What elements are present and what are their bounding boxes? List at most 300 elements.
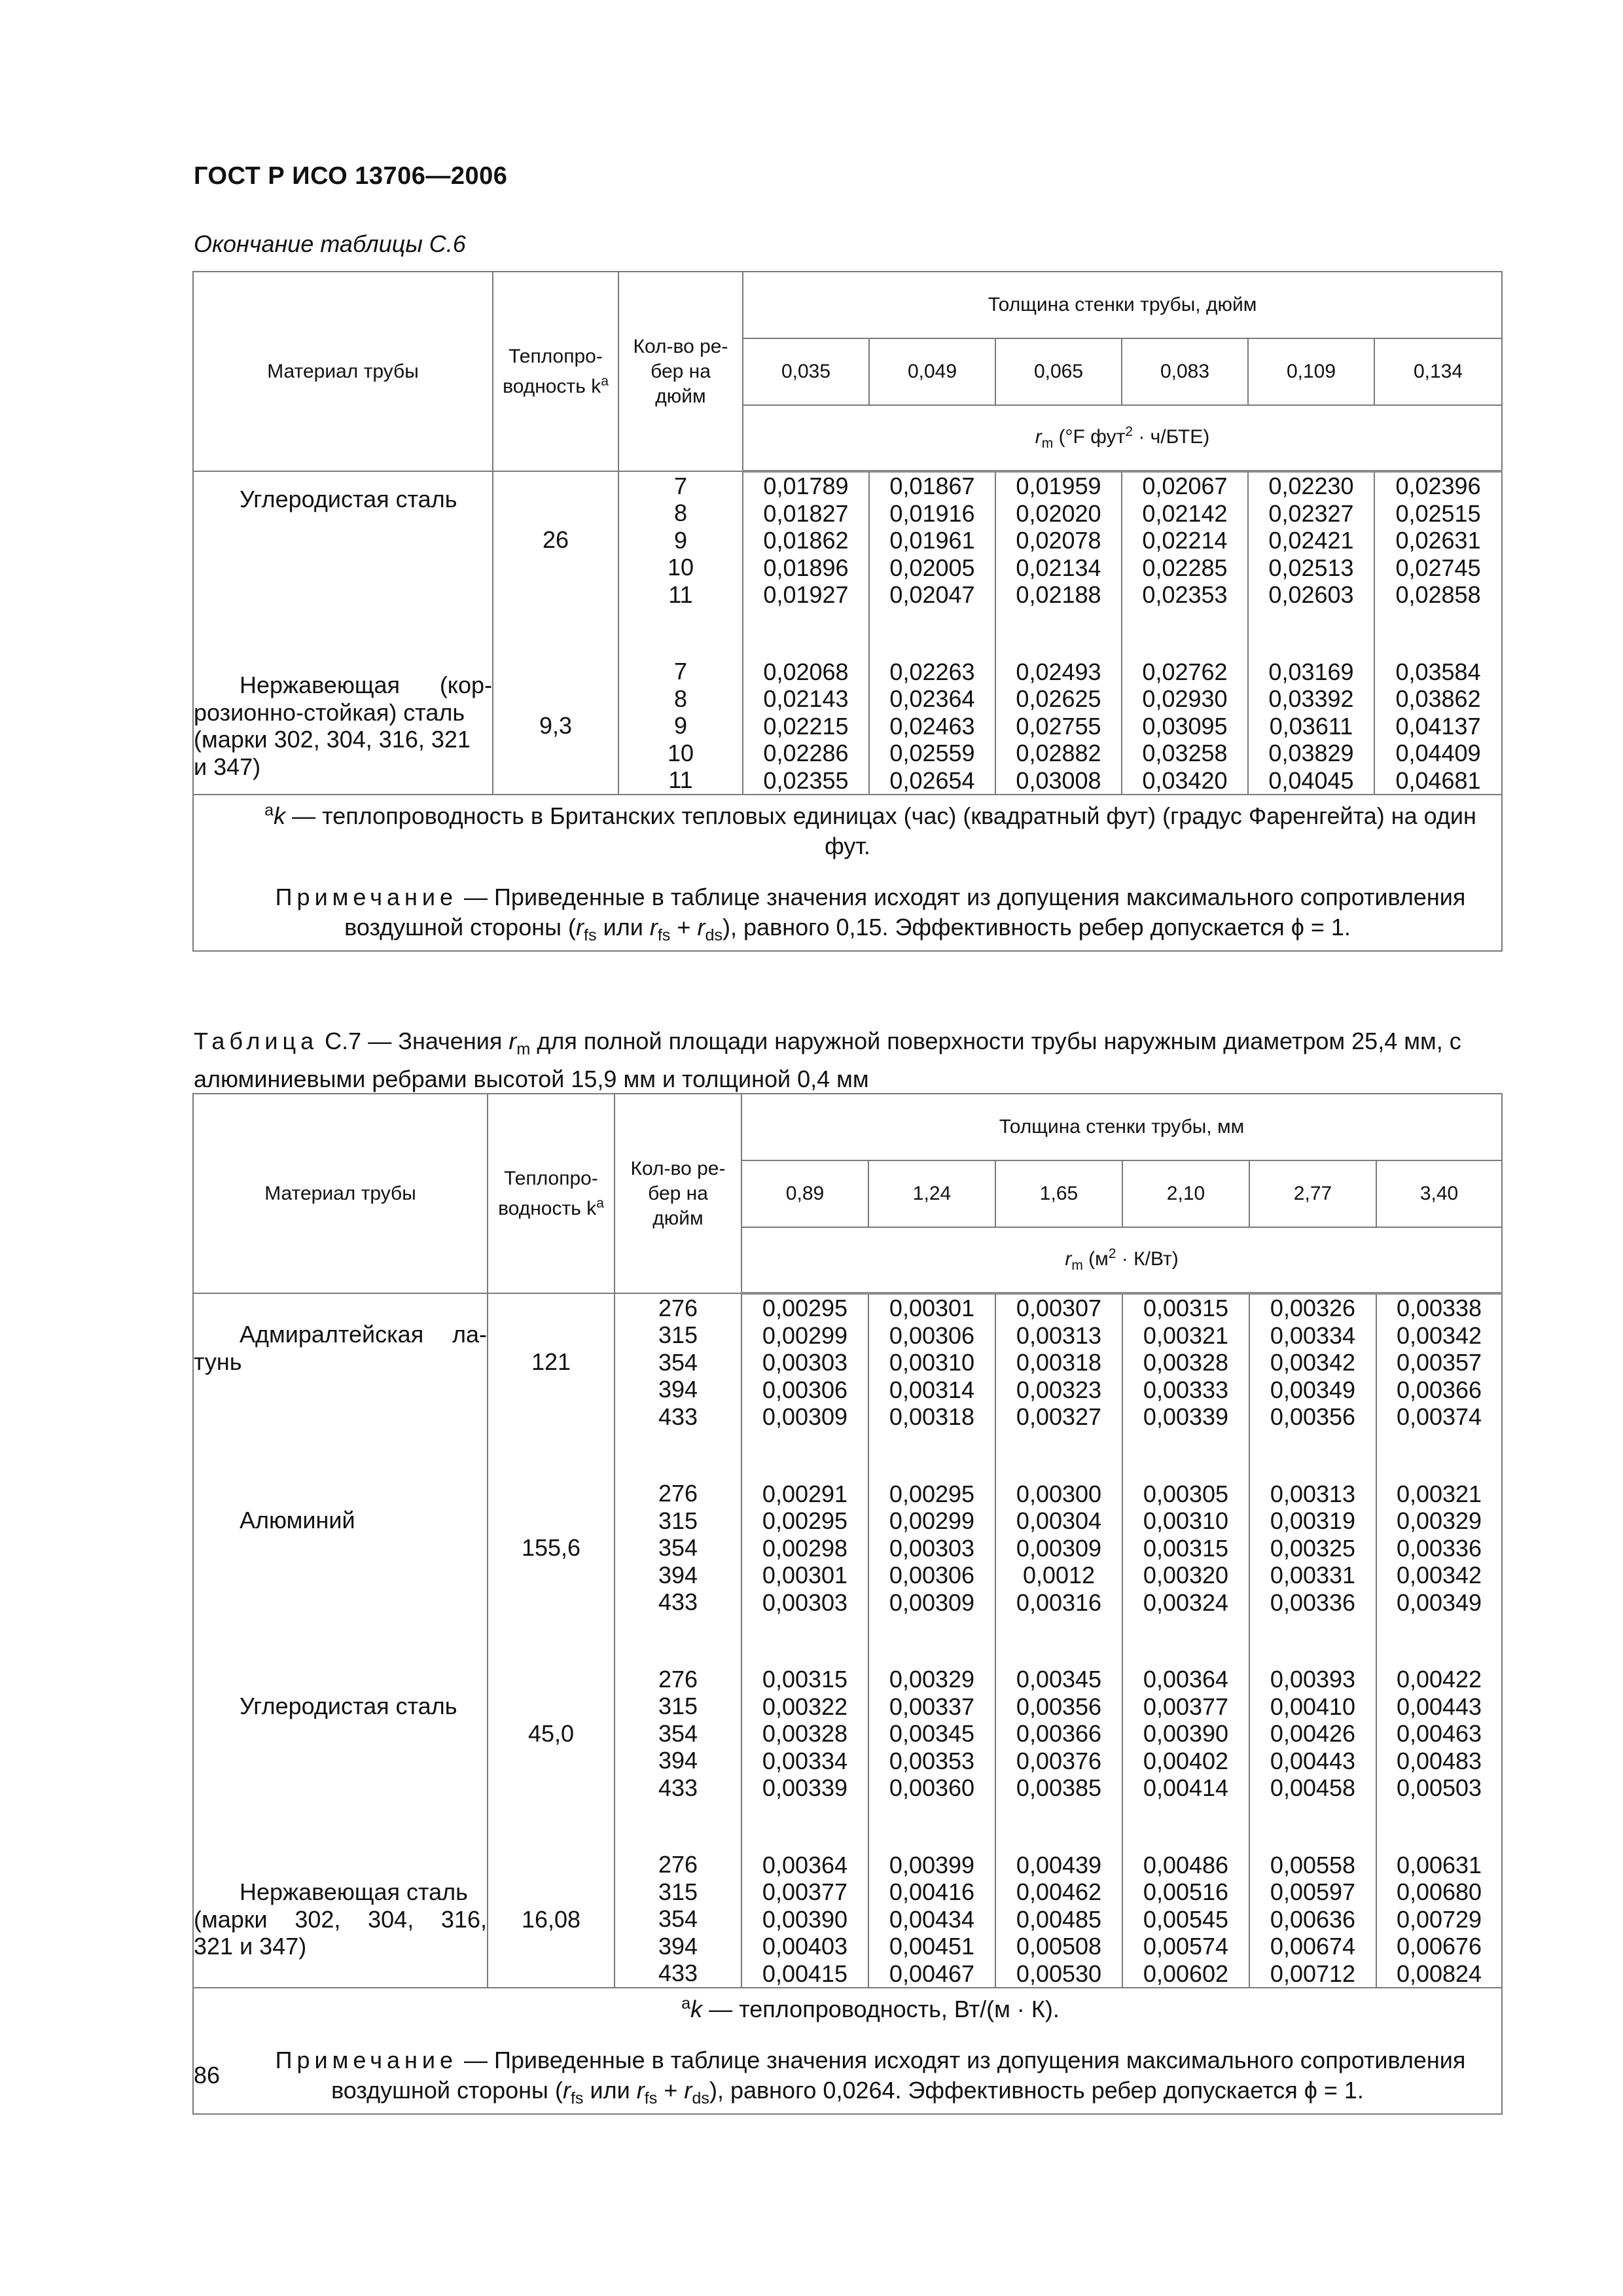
resistance-value: 0,00349 bbox=[1396, 1588, 1482, 1616]
resistance-value: 0,00309 bbox=[889, 1588, 975, 1616]
values-group bbox=[743, 658, 868, 795]
resistance-value: 0,00631 bbox=[1396, 1851, 1482, 1878]
resistance-value: 0,00674 bbox=[1270, 1933, 1356, 1960]
resistance-value: 0,02858 bbox=[1395, 581, 1481, 608]
resistance-value: 0,02067 bbox=[1142, 473, 1228, 499]
resistance-value: 0,00467 bbox=[889, 1960, 975, 1987]
ribs-group bbox=[615, 1480, 741, 1616]
resistance-value: 0,00319 bbox=[1270, 1507, 1356, 1534]
header-thickness: 3,40 bbox=[1376, 1160, 1502, 1227]
resistance-value: 0,00333 bbox=[1143, 1376, 1229, 1403]
resistance-value: 0,00390 bbox=[762, 1905, 848, 1933]
resistance-value: 0,00597 bbox=[1270, 1878, 1356, 1905]
resistance-value: 0,01896 bbox=[763, 554, 849, 581]
resistance-value: 0,02134 bbox=[1016, 554, 1101, 581]
resistance-value: 0,00516 bbox=[1143, 1878, 1229, 1905]
values-group bbox=[1123, 1295, 1249, 1431]
ribs-group bbox=[619, 473, 742, 609]
resistance-value: 0,03584 bbox=[1395, 658, 1481, 685]
resistance-value: 0,00530 bbox=[1016, 1960, 1102, 1987]
header-thickness: 0,109 bbox=[1248, 338, 1374, 405]
resistance-value: 0,02625 bbox=[1016, 685, 1101, 712]
values-group bbox=[996, 1480, 1122, 1617]
values-group bbox=[1123, 1852, 1249, 1988]
resistance-value: 0,00374 bbox=[1396, 1403, 1482, 1430]
resistance-value: 0,00676 bbox=[1396, 1933, 1482, 1960]
resistance-value: 0,02762 bbox=[1142, 658, 1228, 685]
table-body-row bbox=[193, 471, 1502, 795]
values-group bbox=[1375, 473, 1501, 609]
resistance-value: 0,00315 bbox=[1143, 1295, 1229, 1321]
resistance-value: 0,00414 bbox=[1143, 1774, 1229, 1801]
conductivity-value: 121 bbox=[531, 1348, 571, 1375]
rib-count: 394 bbox=[658, 1932, 698, 1960]
header-thickness: 0,065 bbox=[995, 338, 1122, 405]
resistance-value: 0,00602 bbox=[1143, 1960, 1229, 1987]
document-header: ГОСТ Р ИСО 13706—2006 bbox=[194, 162, 508, 190]
resistance-value: 0,02513 bbox=[1268, 554, 1354, 581]
rib-count: 11 bbox=[668, 766, 693, 793]
values-group bbox=[996, 473, 1121, 609]
material-name: Алюминий bbox=[240, 1507, 355, 1534]
resistance-value: 0,00299 bbox=[889, 1507, 975, 1534]
resistance-value: 0,00338 bbox=[1396, 1295, 1482, 1321]
resistance-value: 0,00318 bbox=[1016, 1349, 1102, 1376]
resistance-value: 0,00349 bbox=[1270, 1376, 1356, 1403]
resistance-value: 0,00410 bbox=[1270, 1693, 1356, 1720]
resistance-value: 0,00329 bbox=[1396, 1507, 1482, 1534]
values-group bbox=[743, 473, 868, 609]
resistance-value: 0,03095 bbox=[1142, 712, 1228, 740]
rib-count: 394 bbox=[658, 1376, 698, 1403]
rib-count: 9 bbox=[673, 712, 688, 739]
resistance-value: 0,00403 bbox=[762, 1933, 848, 1960]
resistance-value: 0,00390 bbox=[1143, 1720, 1229, 1747]
values-column bbox=[995, 1293, 1122, 1988]
resistance-value: 0,00331 bbox=[1270, 1562, 1356, 1588]
resistance-value: 0,00328 bbox=[762, 1720, 848, 1747]
resistance-value: 0,00636 bbox=[1270, 1905, 1356, 1933]
resistance-value: 0,03392 bbox=[1268, 685, 1354, 712]
resistance-value: 0,00366 bbox=[1016, 1720, 1102, 1747]
resistance-value: 0,01927 bbox=[763, 581, 849, 608]
resistance-value: 0,00443 bbox=[1270, 1747, 1356, 1774]
resistance-value: 0,00320 bbox=[1143, 1562, 1229, 1588]
values-column bbox=[741, 1293, 868, 1988]
resistance-value: 0,02882 bbox=[1016, 740, 1101, 766]
resistance-value: 0,00303 bbox=[889, 1534, 975, 1562]
values-group bbox=[869, 1295, 995, 1431]
material-column bbox=[193, 1293, 488, 1988]
material-name: Углеродистая сталь bbox=[240, 1693, 457, 1720]
resistance-value: 0,00729 bbox=[1396, 1905, 1482, 1933]
resistance-value: 0,00336 bbox=[1270, 1588, 1356, 1616]
material-name: Нержавеющая сталь (марки 302, 304, 316, 321 и 347) bbox=[194, 1878, 487, 1960]
values-group bbox=[1249, 658, 1374, 795]
values-column bbox=[868, 1293, 995, 1988]
resistance-value: 0,02493 bbox=[1016, 658, 1101, 685]
rib-count: 433 bbox=[658, 1774, 698, 1801]
resistance-value: 0,00329 bbox=[889, 1666, 975, 1693]
resistance-value: 0,00321 bbox=[1396, 1480, 1482, 1507]
resistance-value: 0,02143 bbox=[763, 685, 849, 712]
resistance-value: 0,01862 bbox=[763, 527, 849, 554]
resistance-value: 0,00313 bbox=[1016, 1321, 1102, 1349]
ribs-column bbox=[618, 471, 743, 795]
resistance-value: 0,00508 bbox=[1016, 1933, 1102, 1960]
rib-count: 9 bbox=[673, 526, 688, 554]
resistance-value: 0,03258 bbox=[1142, 740, 1228, 766]
resistance-value: 0,00357 bbox=[1396, 1349, 1482, 1376]
resistance-value: 0,04681 bbox=[1395, 766, 1481, 794]
resistance-value: 0,00356 bbox=[1270, 1403, 1356, 1430]
rib-count: 10 bbox=[667, 554, 694, 581]
resistance-value: 0,03829 bbox=[1268, 740, 1354, 766]
values-group bbox=[1375, 658, 1501, 795]
table-c7-title: Таблица С.7 — Значения $r_m$ для полной площади наружной поверхности трубы наружным диаметром 25,4 мм, с алюминиевыми ребрами высотой 15,9 мм и толщиной 0,4 мм bbox=[194, 1028, 1461, 1093]
values-group bbox=[742, 1480, 868, 1617]
ribs-column bbox=[615, 1293, 741, 1988]
values-column bbox=[869, 471, 995, 795]
rib-count: 315 bbox=[658, 1321, 698, 1348]
resistance-value: 0,00415 bbox=[762, 1960, 848, 1987]
material-name: Нержавеющая (кор- розионно-стойкая) сталь (марки 302, 304, 316, 321 и 347) bbox=[194, 672, 492, 780]
ribs-group bbox=[619, 658, 742, 794]
header-thickness: 2,10 bbox=[1122, 1160, 1249, 1227]
resistance-value: 0,00439 bbox=[1016, 1851, 1102, 1878]
resistance-value: 0,00315 bbox=[1143, 1534, 1229, 1562]
values-group bbox=[742, 1666, 868, 1802]
resistance-value: 0,00356 bbox=[1016, 1693, 1102, 1720]
resistance-value: 0,01827 bbox=[763, 499, 849, 527]
rib-count: 7 bbox=[673, 472, 688, 499]
rib-count: 7 bbox=[673, 658, 688, 685]
resistance-value: 0,00337 bbox=[889, 1693, 975, 1720]
resistance-value: 0,00306 bbox=[889, 1562, 975, 1588]
resistance-value: 0,00306 bbox=[889, 1321, 975, 1349]
material-column bbox=[193, 471, 493, 795]
table-footnotes bbox=[193, 795, 1502, 951]
resistance-value: 0,00680 bbox=[1396, 1878, 1482, 1905]
resistance-value: 0,00393 bbox=[1270, 1666, 1356, 1693]
resistance-value: 0,00422 bbox=[1396, 1666, 1482, 1693]
resistance-value: 0,00339 bbox=[762, 1774, 848, 1801]
resistance-value: 0,00328 bbox=[1143, 1349, 1229, 1376]
resistance-value: 0,00325 bbox=[1270, 1534, 1356, 1562]
resistance-value: 0,04045 bbox=[1268, 766, 1354, 794]
resistance-value: 0,00462 bbox=[1016, 1878, 1102, 1905]
resistance-value: 0,02215 bbox=[763, 712, 849, 740]
resistance-value: 0,02142 bbox=[1142, 499, 1228, 527]
resistance-value: 0,03420 bbox=[1142, 766, 1228, 794]
resistance-value: 0,00323 bbox=[1016, 1376, 1102, 1403]
values-group bbox=[1123, 1480, 1249, 1617]
footnote: $^а$k — теплопроводность в Британских тепловых единицах (час) (квадратный фут) (градус Фаренгейта) на один фут. bbox=[264, 801, 1476, 859]
resistance-value: 0,00353 bbox=[889, 1747, 975, 1774]
conductivity-column bbox=[488, 1293, 615, 1988]
resistance-value: 0,03169 bbox=[1268, 658, 1354, 685]
resistance-value: 0,02364 bbox=[889, 685, 975, 712]
values-column bbox=[1374, 471, 1502, 795]
conductivity-value: 16,08 bbox=[521, 1905, 581, 1933]
resistance-value: 0,00443 bbox=[1396, 1693, 1482, 1720]
rib-count: 11 bbox=[668, 581, 693, 608]
values-group bbox=[996, 658, 1121, 795]
material-name: Углеродистая сталь bbox=[240, 486, 457, 512]
resistance-value: 0,00300 bbox=[1016, 1480, 1102, 1507]
conductivity-column bbox=[493, 471, 618, 795]
resistance-value: 0,00322 bbox=[762, 1693, 848, 1720]
conductivity-value: 9,3 bbox=[539, 712, 573, 740]
rib-count: 276 bbox=[658, 1851, 698, 1878]
resistance-value: 0,00301 bbox=[889, 1295, 975, 1321]
resistance-value: 0,00345 bbox=[889, 1720, 975, 1747]
values-group bbox=[869, 1852, 995, 1988]
resistance-value: 0,00426 bbox=[1270, 1720, 1356, 1747]
resistance-value: 0,02047 bbox=[889, 581, 975, 608]
resistance-value: 0,01959 bbox=[1016, 473, 1101, 499]
resistance-value: 0,00309 bbox=[1016, 1534, 1102, 1562]
resistance-value: 0,00399 bbox=[889, 1851, 975, 1878]
values-column bbox=[1122, 471, 1248, 795]
resistance-value: 0,02188 bbox=[1016, 581, 1101, 608]
header-conductivity: Теплопро- водность $k^а$ bbox=[488, 1094, 615, 1293]
values-column bbox=[1249, 1293, 1376, 1988]
resistance-value: 0,03008 bbox=[1016, 766, 1101, 794]
resistance-value: 0,00486 bbox=[1143, 1851, 1229, 1878]
resistance-value: 0,00295 bbox=[889, 1480, 975, 1507]
rib-count: 315 bbox=[658, 1693, 698, 1719]
rib-count: 433 bbox=[658, 1960, 698, 1986]
rib-count: 276 bbox=[658, 1480, 698, 1507]
resistance-value: 0,00342 bbox=[1270, 1349, 1356, 1376]
conductivity-value: 155,6 bbox=[521, 1534, 581, 1561]
header-rm-unit: $r_m$ (°F фут$^2$ · ч/БТЕ) bbox=[743, 405, 1502, 471]
resistance-value: 0,02327 bbox=[1268, 499, 1354, 527]
resistance-value: 0,01961 bbox=[889, 527, 975, 554]
resistance-value: 0,00385 bbox=[1016, 1774, 1102, 1801]
header-thickness: 1,24 bbox=[868, 1160, 995, 1227]
resistance-value: 0,00295 bbox=[762, 1295, 848, 1321]
resistance-value: 0,01789 bbox=[763, 473, 849, 499]
rib-count: 315 bbox=[658, 1878, 698, 1905]
values-group bbox=[869, 1480, 995, 1617]
rib-count: 354 bbox=[658, 1719, 698, 1747]
resistance-value: 0,02515 bbox=[1395, 499, 1481, 527]
ribs-group bbox=[615, 1666, 741, 1802]
resistance-value: 0,00321 bbox=[1143, 1321, 1229, 1349]
header-thickness: 0,083 bbox=[1122, 338, 1248, 405]
ribs-group bbox=[615, 1851, 741, 1987]
table-footer-row bbox=[193, 795, 1502, 951]
resistance-value: 0,00712 bbox=[1270, 1960, 1356, 1987]
resistance-value: 0,02559 bbox=[889, 740, 975, 766]
resistance-value: 0,00360 bbox=[889, 1774, 975, 1801]
resistance-value: 0,02355 bbox=[763, 766, 849, 794]
header-wall-thickness: Толщина стенки трубы, дюйм bbox=[743, 272, 1502, 338]
header-material: Материал трубы bbox=[193, 272, 493, 471]
resistance-value: 0,00451 bbox=[889, 1933, 975, 1960]
resistance-value: 0,02421 bbox=[1268, 527, 1354, 554]
conductivity-value: 26 bbox=[542, 526, 569, 554]
rib-count: 354 bbox=[658, 1348, 698, 1376]
resistance-value: 0,00334 bbox=[762, 1747, 848, 1774]
header-wall-thickness: Толщина стенки трубы, мм bbox=[741, 1094, 1502, 1160]
resistance-value: 0,00314 bbox=[889, 1376, 975, 1403]
resistance-value: 0,02755 bbox=[1016, 712, 1101, 740]
values-group bbox=[1250, 1852, 1376, 1988]
resistance-value: 0,00327 bbox=[1016, 1403, 1102, 1430]
resistance-value: 0,02020 bbox=[1016, 499, 1101, 527]
resistance-value: 0,00306 bbox=[762, 1376, 848, 1403]
resistance-value: 0,00376 bbox=[1016, 1747, 1102, 1774]
values-column bbox=[743, 471, 869, 795]
resistance-value: 0,02005 bbox=[889, 554, 975, 581]
table-continuation-caption: Окончание таблицы С.6 bbox=[194, 230, 466, 257]
resistance-value: 0,00318 bbox=[889, 1403, 975, 1430]
resistance-value: 0,02396 bbox=[1395, 473, 1481, 499]
rib-count: 433 bbox=[658, 1403, 698, 1430]
resistance-value: 0,00416 bbox=[889, 1878, 975, 1905]
table-c7 bbox=[192, 1093, 1503, 2115]
values-group bbox=[996, 1852, 1122, 1988]
rib-count: 276 bbox=[658, 1665, 698, 1693]
resistance-value: 0,00434 bbox=[889, 1905, 975, 1933]
resistance-value: 0,00366 bbox=[1396, 1376, 1482, 1403]
values-column bbox=[1122, 1293, 1249, 1988]
values-group bbox=[1122, 658, 1247, 795]
rib-count: 276 bbox=[658, 1294, 698, 1321]
header-rm-unit: $r_m$ $(м^2 \cdot К/Вт)$ bbox=[741, 1227, 1502, 1293]
resistance-value: 0,00503 bbox=[1396, 1774, 1482, 1801]
resistance-value: 0,00574 bbox=[1143, 1933, 1229, 1960]
table-note: Примечание — Приведенные в таблице значения исходят из допущения максимального сопротивления воздушной стороны ($r_{fs}$ или $r_{fs} + r_{ds}$), равного 0,15. Эффективность ребер допускается ϕ = 1. bbox=[275, 884, 1466, 945]
resistance-value: 0,01867 bbox=[889, 473, 975, 499]
resistance-value: 0,00545 bbox=[1143, 1905, 1229, 1933]
resistance-value: 0,00310 bbox=[1143, 1507, 1229, 1534]
rib-count: 433 bbox=[658, 1588, 698, 1615]
header-ribs-per-inch: Кол-во ре- бер на дюйм bbox=[618, 272, 743, 471]
values-column bbox=[1248, 471, 1374, 795]
resistance-value: 0,03611 bbox=[1269, 712, 1353, 740]
resistance-value: 0,00309 bbox=[762, 1403, 848, 1430]
values-group bbox=[1377, 1852, 1501, 1988]
table-footer-row bbox=[193, 1988, 1502, 2114]
resistance-value: 0,00824 bbox=[1396, 1960, 1482, 1987]
header-thickness: 1,65 bbox=[995, 1160, 1122, 1227]
values-column bbox=[1376, 1293, 1502, 1988]
resistance-value: 0,0012 bbox=[1022, 1562, 1096, 1588]
resistance-value: 0,00316 bbox=[1016, 1588, 1102, 1616]
values-group bbox=[1123, 1666, 1249, 1802]
table-footnotes bbox=[193, 1988, 1502, 2114]
resistance-value: 0,00334 bbox=[1270, 1321, 1356, 1349]
resistance-value: 0,02353 bbox=[1142, 581, 1228, 608]
resistance-value: 0,00345 bbox=[1016, 1666, 1102, 1693]
resistance-value: 0,02286 bbox=[763, 740, 849, 766]
resistance-value: 0,00342 bbox=[1396, 1562, 1482, 1588]
resistance-value: 0,00299 bbox=[762, 1321, 848, 1349]
values-group bbox=[1377, 1480, 1501, 1617]
rib-count: 315 bbox=[658, 1507, 698, 1534]
values-column bbox=[995, 471, 1122, 795]
resistance-value: 0,00291 bbox=[762, 1480, 848, 1507]
conductivity-value: 45,0 bbox=[527, 1719, 575, 1747]
resistance-value: 0,01916 bbox=[889, 499, 975, 527]
resistance-value: 0,00307 bbox=[1016, 1295, 1102, 1321]
resistance-value: 0,00463 bbox=[1396, 1720, 1482, 1747]
resistance-value: 0,00303 bbox=[762, 1349, 848, 1376]
page-number: 86 bbox=[194, 2062, 221, 2089]
values-group bbox=[996, 1295, 1122, 1431]
resistance-value: 0,00301 bbox=[762, 1562, 848, 1588]
header-thickness: 0,035 bbox=[743, 338, 869, 405]
values-group bbox=[1377, 1295, 1501, 1431]
resistance-value: 0,00485 bbox=[1016, 1905, 1102, 1933]
rib-count: 394 bbox=[658, 1747, 698, 1774]
resistance-value: 0,00303 bbox=[762, 1588, 848, 1616]
table-body-row bbox=[193, 1293, 1502, 1988]
resistance-value: 0,02078 bbox=[1016, 527, 1101, 554]
values-group bbox=[996, 1666, 1122, 1802]
resistance-value: 0,00324 bbox=[1143, 1588, 1229, 1616]
values-group bbox=[742, 1295, 868, 1431]
header-thickness: 2,77 bbox=[1249, 1160, 1376, 1227]
resistance-value: 0,00558 bbox=[1270, 1851, 1356, 1878]
values-group bbox=[869, 1666, 995, 1802]
resistance-value: 0,02285 bbox=[1142, 554, 1228, 581]
resistance-value: 0,02230 bbox=[1268, 473, 1354, 499]
resistance-value: 0,00377 bbox=[1143, 1693, 1229, 1720]
resistance-value: 0,00310 bbox=[889, 1349, 975, 1376]
values-group bbox=[742, 1852, 868, 1988]
resistance-value: 0,04409 bbox=[1395, 740, 1481, 766]
resistance-value: 0,00377 bbox=[762, 1878, 848, 1905]
values-group bbox=[1249, 473, 1374, 609]
resistance-value: 0,03862 bbox=[1395, 685, 1481, 712]
resistance-value: 0,00458 bbox=[1270, 1774, 1356, 1801]
header-thickness: 0,049 bbox=[869, 338, 995, 405]
rib-count: 394 bbox=[658, 1561, 698, 1588]
values-group bbox=[1250, 1480, 1376, 1617]
resistance-value: 0,02603 bbox=[1268, 581, 1354, 608]
rib-count: 8 bbox=[673, 685, 688, 712]
resistance-value: 0,02463 bbox=[889, 712, 975, 740]
resistance-value: 0,00304 bbox=[1016, 1507, 1102, 1534]
resistance-value: 0,00326 bbox=[1270, 1295, 1356, 1321]
resistance-value: 0,00305 bbox=[1143, 1480, 1229, 1507]
table-note: Примечание — Приведенные в таблице значения исходят из допущения максимального сопротивления воздушной стороны ($r_{fs}$ или $r_{fs} + r_{ds}$), равного 0,0264. Эффективность ребер допускается ϕ = 1. bbox=[275, 2047, 1466, 2108]
resistance-value: 0,00295 bbox=[762, 1507, 848, 1534]
values-group bbox=[1250, 1295, 1376, 1431]
resistance-value: 0,00483 bbox=[1396, 1747, 1482, 1774]
material-name: Адмиралтейская ла- тунь bbox=[194, 1321, 487, 1375]
header-thickness: 0,134 bbox=[1374, 338, 1502, 405]
values-group bbox=[1250, 1666, 1376, 1802]
resistance-value: 0,00313 bbox=[1270, 1480, 1356, 1507]
resistance-value: 0,00342 bbox=[1396, 1321, 1482, 1349]
resistance-value: 0,00336 bbox=[1396, 1534, 1482, 1562]
resistance-value: 0,02745 bbox=[1395, 554, 1481, 581]
resistance-value: 0,00402 bbox=[1143, 1747, 1229, 1774]
rib-count: 8 bbox=[673, 499, 688, 526]
values-group bbox=[1122, 473, 1247, 609]
resistance-value: 0,02068 bbox=[763, 658, 849, 685]
resistance-value: 0,02930 bbox=[1142, 685, 1228, 712]
header-material: Материал трубы bbox=[193, 1094, 488, 1293]
resistance-value: 0,00364 bbox=[1143, 1666, 1229, 1693]
resistance-value: 0,02631 bbox=[1395, 527, 1481, 554]
